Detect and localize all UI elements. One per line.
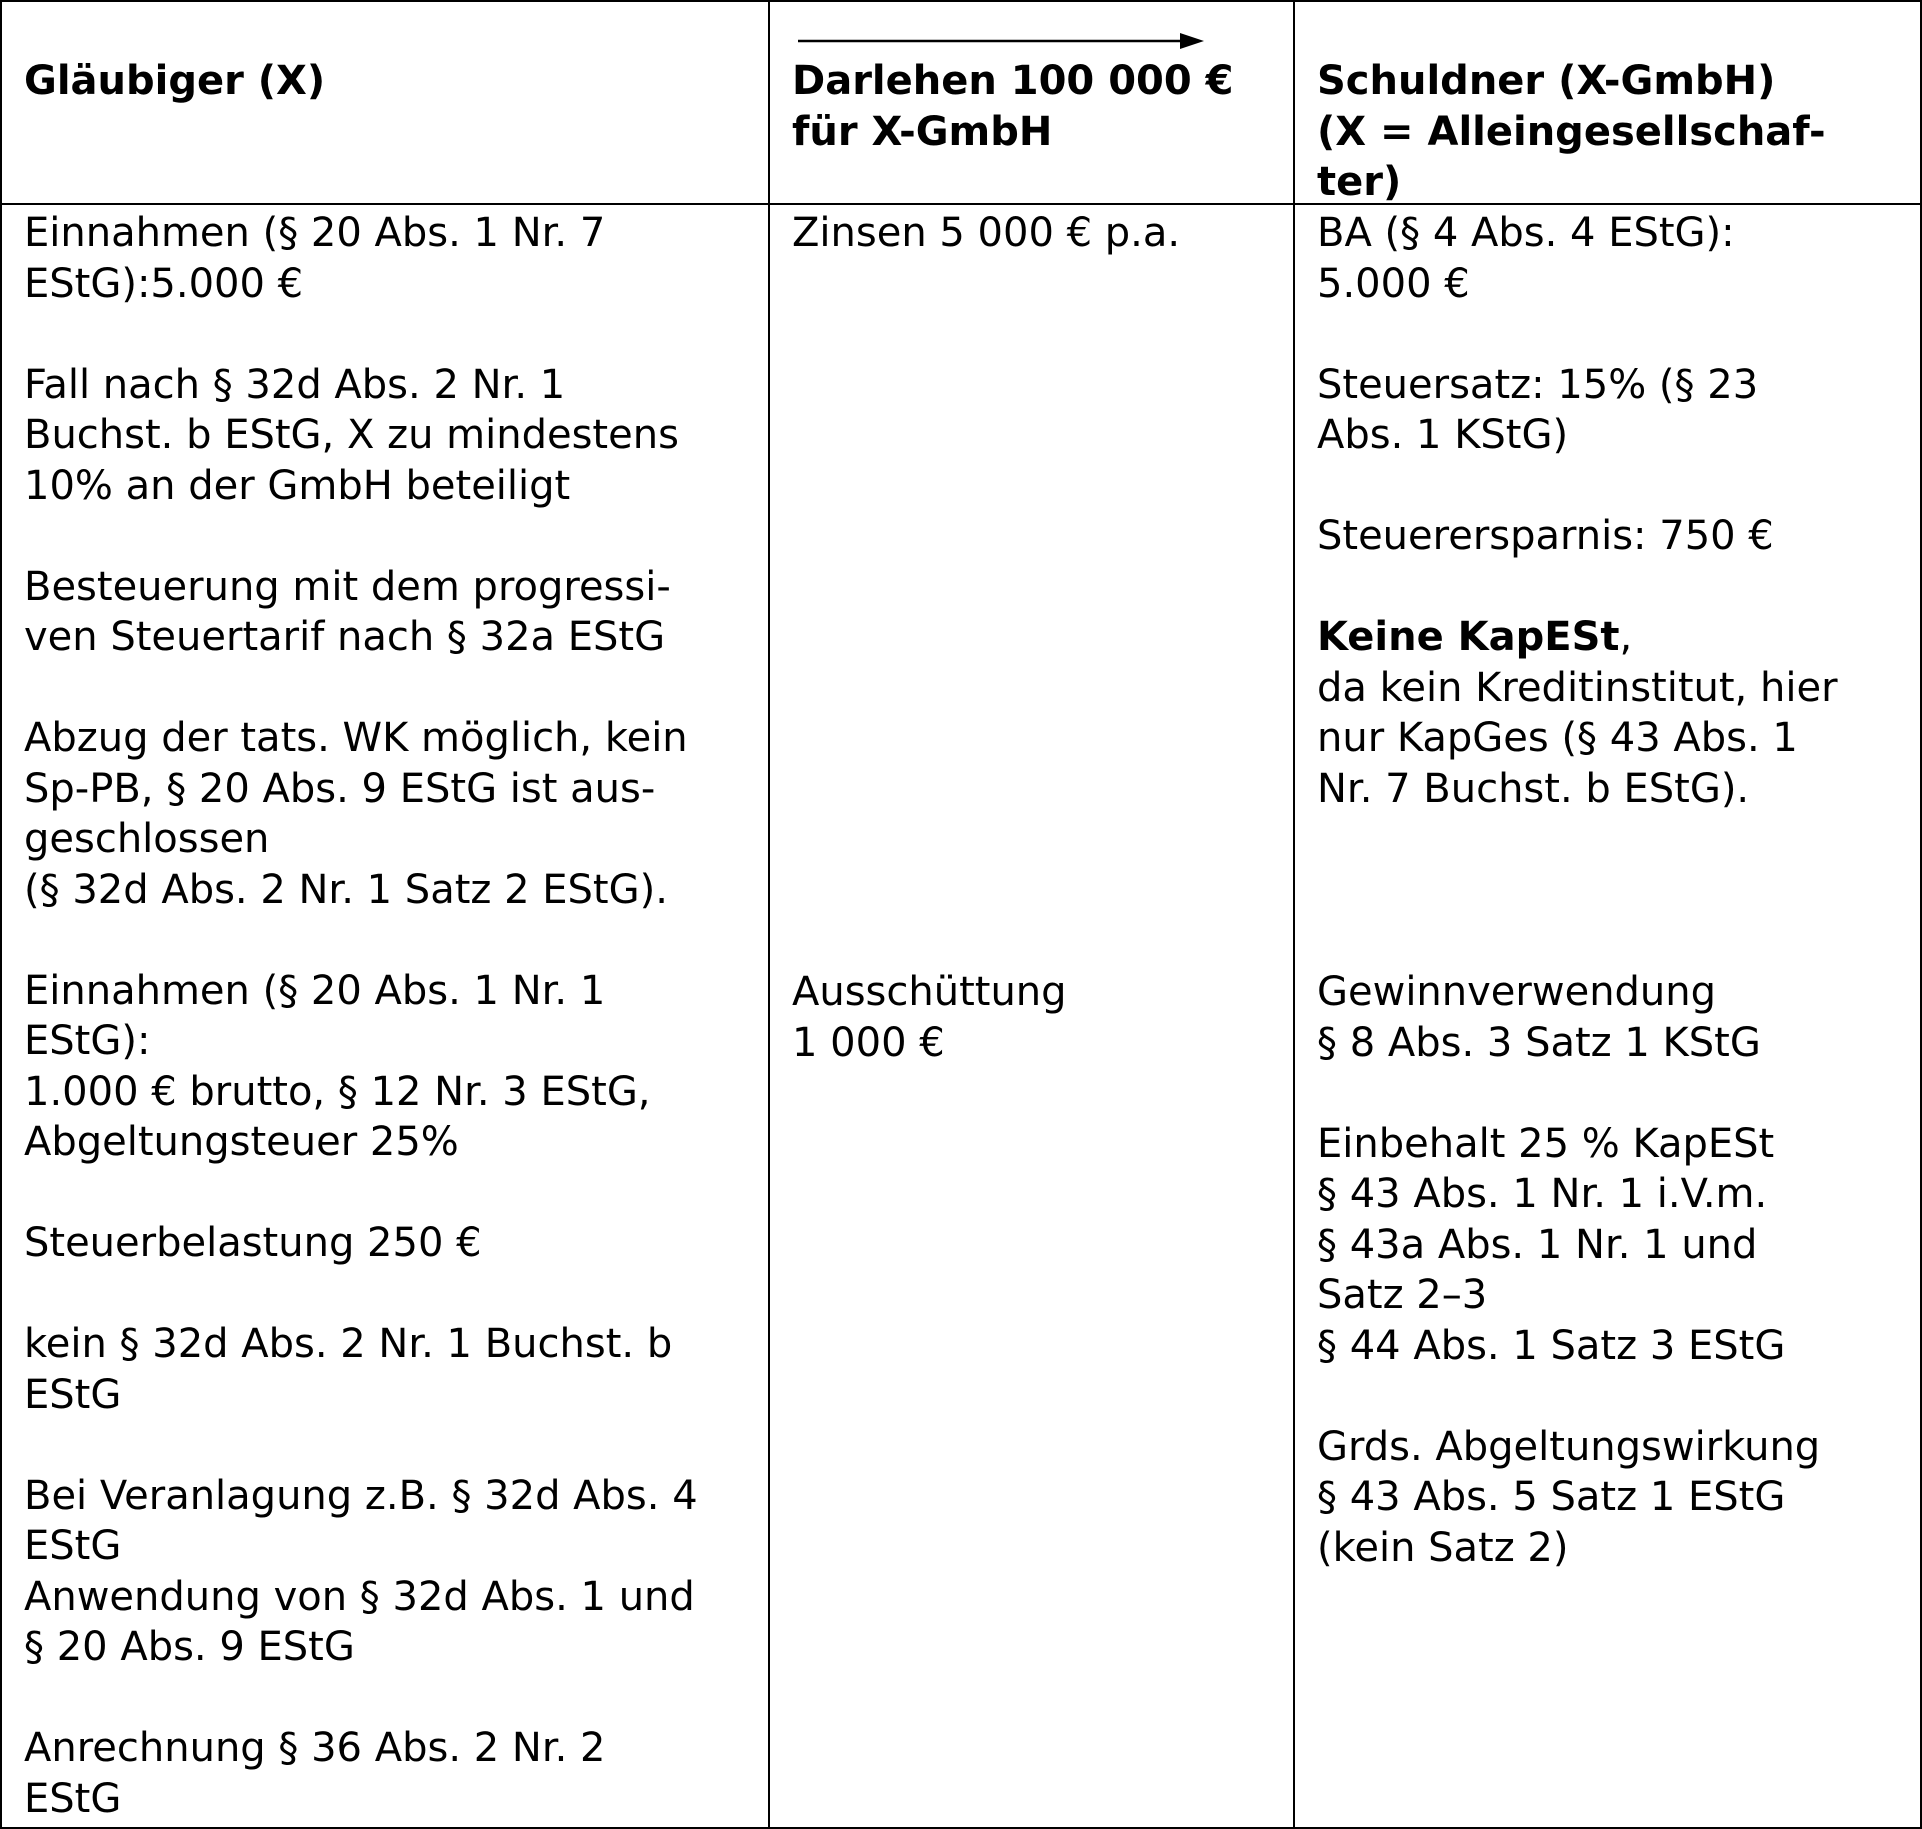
arrow-right-icon [798,24,1204,54]
text-line: Einnahmen (§ 20 Abs. 1 Nr. 1 [24,967,606,1014]
text-line: Besteuerung mit dem progressi- [24,563,671,610]
text-line: da kein Kreditinstitut, hier [1317,664,1838,711]
text-line: Ausschüttung [792,969,1067,1015]
body-ausschuettung [792,967,1067,1068]
bold-keine-kapest: Keine KapESt [1317,614,1620,660]
text-line: Fall nach § 32d Abs. 2 Nr. 1 [24,361,566,408]
text-line: kein § 32d Abs. 2 Nr. 1 Buchst. b [24,1321,673,1367]
text-line: EStG [24,1371,122,1418]
text-line: Abs. 1 KStG) [1317,412,1569,458]
text-line: § 20 Abs. 9 EStG [24,1624,355,1670]
text-line: BA (§ 4 Abs. 4 EStG): [1317,210,1735,256]
text-line: Abzug der tats. WK möglich, kein [24,715,688,761]
body-zinsen [792,208,1180,259]
header-line: Darlehen 100 000 € [792,58,1234,104]
text-line: 5.000 € [1317,260,1470,307]
text-line: 1.000 € brutto, § 12 Nr. 3 EStG, [24,1068,651,1115]
text-line: 1 000 € [792,1019,945,1066]
header-line: (X = Alleingesellschaf- [1317,108,1826,155]
text-line: Steuerersparnis: 750 € [1317,513,1774,559]
comma: , [1619,614,1633,660]
text-line: Einbehalt 25 % KapESt [1317,1120,1775,1167]
body-col-schuldner-row2 [1317,967,1820,1573]
text-line: Steuersatz: 15% (§ 23 [1317,361,1759,408]
text-line: § 43 Abs. 5 Satz 1 EStG [1317,1474,1786,1520]
header-schuldner [1317,56,1826,208]
body-col-glaeubiger [24,208,698,1824]
text-line: geschlossen [24,816,270,862]
text-line: Einnahmen (§ 20 Abs. 1 Nr. 7 [24,210,606,256]
text-line: ven Steuertarif nach § 32a EStG [24,614,666,660]
header-line: ter) [1317,159,1402,205]
text-line: Nr. 7 Buchst. b EStG). [1317,765,1750,812]
text-line: EStG [24,1775,122,1822]
text-line: Buchst. b EStG, X zu mindestens [24,412,679,458]
text-line: 10% an der GmbH beteiligt [24,462,571,509]
header-line: für X-GmbH [792,108,1053,155]
text-line: Gewinnverwendung [1317,969,1717,1015]
text-line: Sp-PB, § 20 Abs. 9 EStG ist aus- [24,765,656,812]
text-line: nur KapGes (§ 43 Abs. 1 [1317,715,1798,761]
header-line: Schuldner (X-GmbH) [1317,58,1776,104]
body-col-schuldner [1317,208,1838,814]
text-line: (§ 32d Abs. 2 Nr. 1 Satz 2 EStG). [24,866,668,913]
text-line: § 44 Abs. 1 Satz 3 EStG [1317,1322,1786,1369]
text-line: EStG): [24,1018,151,1064]
text-line [1317,612,1838,663]
text-line: Anwendung von § 32d Abs. 1 und [24,1573,695,1620]
text-line: Anrechnung § 36 Abs. 2 Nr. 2 [24,1725,606,1771]
text-line: EStG [24,1523,122,1569]
column-divider [1293,0,1295,1829]
text-line: EStG):5.000 € [24,260,304,307]
text-line: § 43a Abs. 1 Nr. 1 und [1317,1221,1758,1268]
text-line: Grds. Abgeltungswirkung [1317,1423,1821,1470]
column-divider [768,0,770,1829]
header-glaeubiger [24,56,325,107]
text-line: (kein Satz 2) [1317,1524,1569,1571]
text-line: § 43 Abs. 1 Nr. 1 i.V.m. [1317,1171,1768,1217]
header-line: Gläubiger (X) [24,58,326,104]
text-line: Zinsen 5 000 € p.a. [792,210,1181,256]
text-line: § 8 Abs. 3 Satz 1 KStG [1317,1019,1761,1066]
text-line: Abgeltungsteuer 25% [24,1119,459,1165]
text-line: Bei Veranlagung z.B. § 32d Abs. 4 [24,1472,698,1519]
header-darlehen [792,56,1233,157]
text-line: Steuerbelastung 250 € [24,1220,482,1266]
text-line: Satz 2–3 [1317,1272,1488,1318]
